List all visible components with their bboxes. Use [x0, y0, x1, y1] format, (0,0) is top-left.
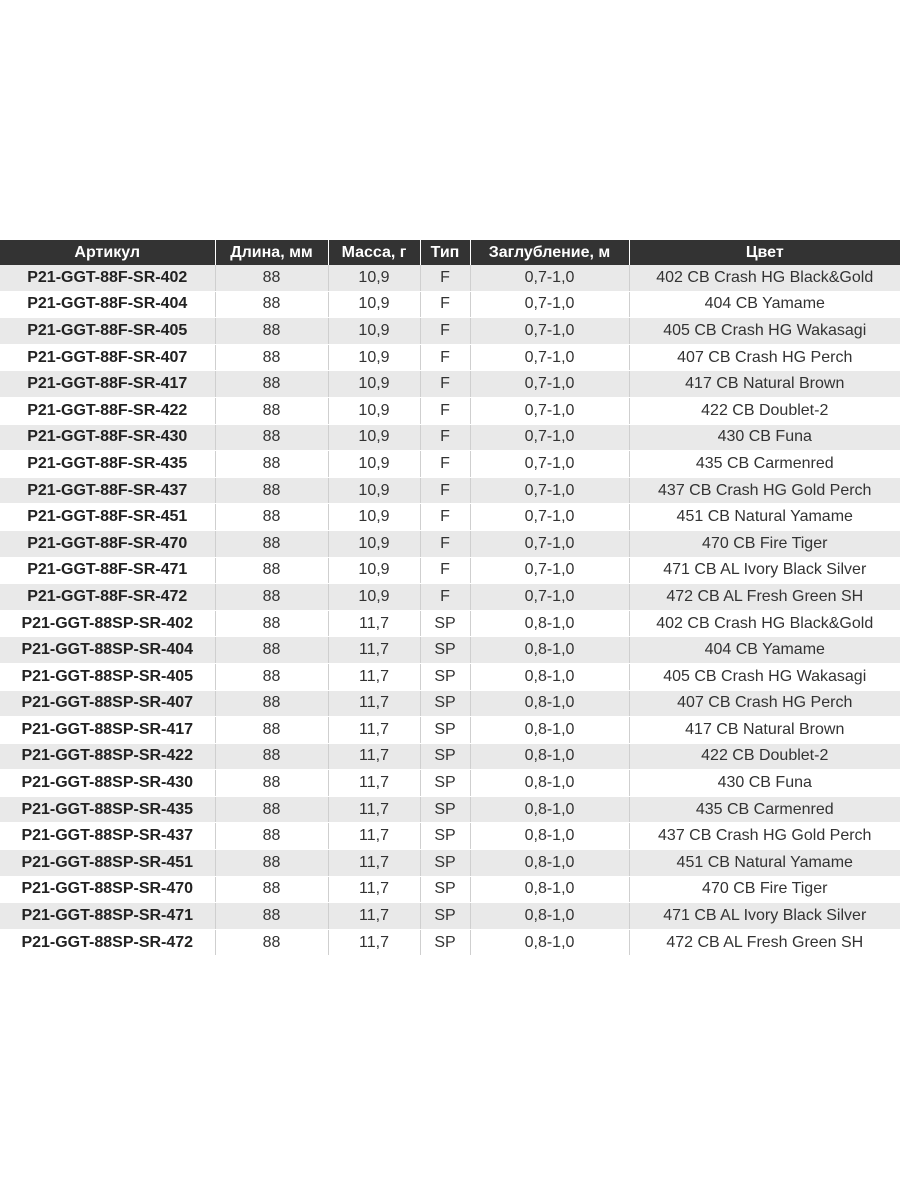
cell-length: 88 [215, 717, 328, 744]
cell-article: P21-GGT-88F-SR-405 [0, 318, 215, 345]
table-row [0, 690, 900, 717]
cell-type: SP [420, 929, 470, 956]
cell-type: F [420, 371, 470, 398]
header-article: Артикул [0, 240, 215, 265]
cell-weight: 11,7 [328, 796, 420, 823]
cell-color: 405 CB Crash HG Wakasagi [629, 663, 900, 690]
table-row [0, 637, 900, 664]
header-length: Длина, мм [215, 240, 328, 265]
cell-weight: 11,7 [328, 770, 420, 797]
table-row [0, 610, 900, 637]
table-row [0, 876, 900, 903]
table-row [0, 397, 900, 424]
header-type: Тип [420, 240, 470, 265]
cell-color: 422 CB Doublet-2 [629, 397, 900, 424]
cell-depth: 0,7-1,0 [470, 530, 629, 557]
table-row [0, 929, 900, 956]
cell-article: P21-GGT-88SP-SR-422 [0, 743, 215, 770]
table-row [0, 717, 900, 744]
cell-type: F [420, 318, 470, 345]
cell-weight: 11,7 [328, 929, 420, 956]
cell-article: P21-GGT-88SP-SR-417 [0, 717, 215, 744]
table-row [0, 504, 900, 531]
cell-length: 88 [215, 610, 328, 637]
cell-weight: 10,9 [328, 504, 420, 531]
cell-length: 88 [215, 876, 328, 903]
cell-length: 88 [215, 796, 328, 823]
cell-article: P21-GGT-88F-SR-472 [0, 584, 215, 611]
cell-color: 451 CB Natural Yamame [629, 504, 900, 531]
cell-length: 88 [215, 850, 328, 877]
table-row [0, 530, 900, 557]
cell-color: 437 CB Crash HG Gold Perch [629, 823, 900, 850]
cell-length: 88 [215, 770, 328, 797]
cell-color: 430 CB Funa [629, 424, 900, 451]
cell-length: 88 [215, 451, 328, 478]
cell-type: SP [420, 823, 470, 850]
cell-weight: 11,7 [328, 610, 420, 637]
cell-depth: 0,7-1,0 [470, 504, 629, 531]
cell-article: P21-GGT-88SP-SR-407 [0, 690, 215, 717]
cell-type: SP [420, 850, 470, 877]
table-row [0, 663, 900, 690]
cell-article: P21-GGT-88F-SR-430 [0, 424, 215, 451]
spec-table [0, 240, 900, 956]
cell-weight: 11,7 [328, 663, 420, 690]
cell-color: 471 CB AL Ivory Black Silver [629, 557, 900, 584]
cell-length: 88 [215, 424, 328, 451]
cell-depth: 0,7-1,0 [470, 397, 629, 424]
cell-weight: 10,9 [328, 451, 420, 478]
cell-type: F [420, 291, 470, 318]
cell-depth: 0,8-1,0 [470, 796, 629, 823]
table-row [0, 451, 900, 478]
cell-weight: 10,9 [328, 291, 420, 318]
header-weight: Масса, г [328, 240, 420, 265]
cell-weight: 10,9 [328, 584, 420, 611]
cell-weight: 10,9 [328, 557, 420, 584]
cell-article: P21-GGT-88SP-SR-451 [0, 850, 215, 877]
cell-length: 88 [215, 265, 328, 291]
table-row [0, 318, 900, 345]
cell-type: SP [420, 903, 470, 930]
cell-length: 88 [215, 690, 328, 717]
cell-type: F [420, 557, 470, 584]
cell-depth: 0,7-1,0 [470, 584, 629, 611]
cell-article: P21-GGT-88F-SR-404 [0, 291, 215, 318]
cell-length: 88 [215, 291, 328, 318]
cell-color: 417 CB Natural Brown [629, 371, 900, 398]
cell-article: P21-GGT-88SP-SR-470 [0, 876, 215, 903]
cell-length: 88 [215, 397, 328, 424]
table-body [0, 265, 900, 956]
cell-weight: 10,9 [328, 344, 420, 371]
cell-depth: 0,7-1,0 [470, 344, 629, 371]
cell-article: P21-GGT-88SP-SR-435 [0, 796, 215, 823]
cell-type: F [420, 477, 470, 504]
cell-color: 451 CB Natural Yamame [629, 850, 900, 877]
table-header [0, 240, 900, 265]
table-row [0, 903, 900, 930]
cell-color: 470 CB Fire Tiger [629, 530, 900, 557]
cell-depth: 0,7-1,0 [470, 424, 629, 451]
cell-article: P21-GGT-88F-SR-402 [0, 265, 215, 291]
table-row [0, 477, 900, 504]
cell-depth: 0,7-1,0 [470, 557, 629, 584]
cell-depth: 0,8-1,0 [470, 903, 629, 930]
cell-type: SP [420, 690, 470, 717]
table-row [0, 344, 900, 371]
cell-length: 88 [215, 903, 328, 930]
cell-length: 88 [215, 477, 328, 504]
cell-type: SP [420, 743, 470, 770]
cell-length: 88 [215, 344, 328, 371]
cell-type: F [420, 584, 470, 611]
cell-color: 402 CB Crash HG Black&Gold [629, 610, 900, 637]
table-row [0, 796, 900, 823]
cell-length: 88 [215, 504, 328, 531]
cell-color: 422 CB Doublet-2 [629, 743, 900, 770]
cell-weight: 10,9 [328, 424, 420, 451]
cell-length: 88 [215, 663, 328, 690]
table-row [0, 424, 900, 451]
cell-color: 435 CB Carmenred [629, 451, 900, 478]
cell-type: F [420, 265, 470, 291]
cell-article: P21-GGT-88F-SR-422 [0, 397, 215, 424]
cell-article: P21-GGT-88SP-SR-430 [0, 770, 215, 797]
cell-type: F [420, 451, 470, 478]
cell-length: 88 [215, 530, 328, 557]
cell-color: 417 CB Natural Brown [629, 717, 900, 744]
cell-color: 471 CB AL Ivory Black Silver [629, 903, 900, 930]
cell-length: 88 [215, 823, 328, 850]
table-row [0, 557, 900, 584]
cell-article: P21-GGT-88F-SR-437 [0, 477, 215, 504]
cell-depth: 0,7-1,0 [470, 451, 629, 478]
cell-weight: 10,9 [328, 265, 420, 291]
cell-depth: 0,8-1,0 [470, 717, 629, 744]
cell-length: 88 [215, 557, 328, 584]
cell-type: SP [420, 796, 470, 823]
cell-depth: 0,7-1,0 [470, 371, 629, 398]
cell-type: SP [420, 663, 470, 690]
cell-color: 435 CB Carmenred [629, 796, 900, 823]
cell-type: SP [420, 876, 470, 903]
cell-type: F [420, 530, 470, 557]
cell-article: P21-GGT-88F-SR-471 [0, 557, 215, 584]
cell-length: 88 [215, 371, 328, 398]
cell-depth: 0,7-1,0 [470, 318, 629, 345]
cell-color: 404 CB Yamame [629, 291, 900, 318]
header-color: Цвет [629, 240, 900, 265]
table-row [0, 770, 900, 797]
cell-type: F [420, 344, 470, 371]
cell-article: P21-GGT-88SP-SR-472 [0, 929, 215, 956]
cell-depth: 0,8-1,0 [470, 743, 629, 770]
table-row [0, 371, 900, 398]
cell-article: P21-GGT-88F-SR-417 [0, 371, 215, 398]
cell-weight: 11,7 [328, 876, 420, 903]
cell-color: 407 CB Crash HG Perch [629, 344, 900, 371]
cell-type: SP [420, 717, 470, 744]
cell-article: P21-GGT-88F-SR-407 [0, 344, 215, 371]
cell-color: 472 CB AL Fresh Green SH [629, 584, 900, 611]
cell-weight: 10,9 [328, 477, 420, 504]
cell-length: 88 [215, 929, 328, 956]
cell-weight: 11,7 [328, 903, 420, 930]
cell-depth: 0,8-1,0 [470, 770, 629, 797]
table-row [0, 584, 900, 611]
cell-weight: 11,7 [328, 637, 420, 664]
cell-depth: 0,8-1,0 [470, 929, 629, 956]
cell-type: F [420, 424, 470, 451]
cell-color: 470 CB Fire Tiger [629, 876, 900, 903]
cell-depth: 0,8-1,0 [470, 876, 629, 903]
cell-color: 407 CB Crash HG Perch [629, 690, 900, 717]
cell-color: 405 CB Crash HG Wakasagi [629, 318, 900, 345]
cell-weight: 11,7 [328, 717, 420, 744]
cell-length: 88 [215, 637, 328, 664]
table-row [0, 850, 900, 877]
header-row [0, 240, 900, 265]
cell-article: P21-GGT-88F-SR-435 [0, 451, 215, 478]
cell-depth: 0,8-1,0 [470, 690, 629, 717]
cell-depth: 0,8-1,0 [470, 823, 629, 850]
cell-color: 437 CB Crash HG Gold Perch [629, 477, 900, 504]
cell-length: 88 [215, 743, 328, 770]
cell-article: P21-GGT-88F-SR-470 [0, 530, 215, 557]
cell-article: P21-GGT-88SP-SR-405 [0, 663, 215, 690]
table-row [0, 823, 900, 850]
cell-type: SP [420, 637, 470, 664]
table-row [0, 265, 900, 291]
cell-type: SP [420, 610, 470, 637]
cell-color: 430 CB Funa [629, 770, 900, 797]
cell-article: P21-GGT-88SP-SR-404 [0, 637, 215, 664]
cell-type: F [420, 397, 470, 424]
cell-weight: 10,9 [328, 530, 420, 557]
header-depth: Заглубление, м [470, 240, 629, 265]
cell-weight: 11,7 [328, 850, 420, 877]
cell-type: F [420, 504, 470, 531]
cell-weight: 11,7 [328, 823, 420, 850]
cell-weight: 10,9 [328, 318, 420, 345]
cell-depth: 0,8-1,0 [470, 850, 629, 877]
cell-length: 88 [215, 584, 328, 611]
cell-article: P21-GGT-88SP-SR-402 [0, 610, 215, 637]
cell-type: SP [420, 770, 470, 797]
table-row [0, 291, 900, 318]
table-row [0, 743, 900, 770]
cell-article: P21-GGT-88SP-SR-471 [0, 903, 215, 930]
cell-depth: 0,8-1,0 [470, 663, 629, 690]
cell-weight: 10,9 [328, 371, 420, 398]
cell-weight: 10,9 [328, 397, 420, 424]
cell-depth: 0,7-1,0 [470, 265, 629, 291]
cell-article: P21-GGT-88F-SR-451 [0, 504, 215, 531]
cell-depth: 0,8-1,0 [470, 637, 629, 664]
cell-weight: 11,7 [328, 690, 420, 717]
cell-weight: 11,7 [328, 743, 420, 770]
cell-depth: 0,7-1,0 [470, 291, 629, 318]
cell-color: 472 CB AL Fresh Green SH [629, 929, 900, 956]
cell-article: P21-GGT-88SP-SR-437 [0, 823, 215, 850]
cell-depth: 0,8-1,0 [470, 610, 629, 637]
cell-length: 88 [215, 318, 328, 345]
cell-color: 404 CB Yamame [629, 637, 900, 664]
cell-color: 402 CB Crash HG Black&Gold [629, 265, 900, 291]
cell-depth: 0,7-1,0 [470, 477, 629, 504]
